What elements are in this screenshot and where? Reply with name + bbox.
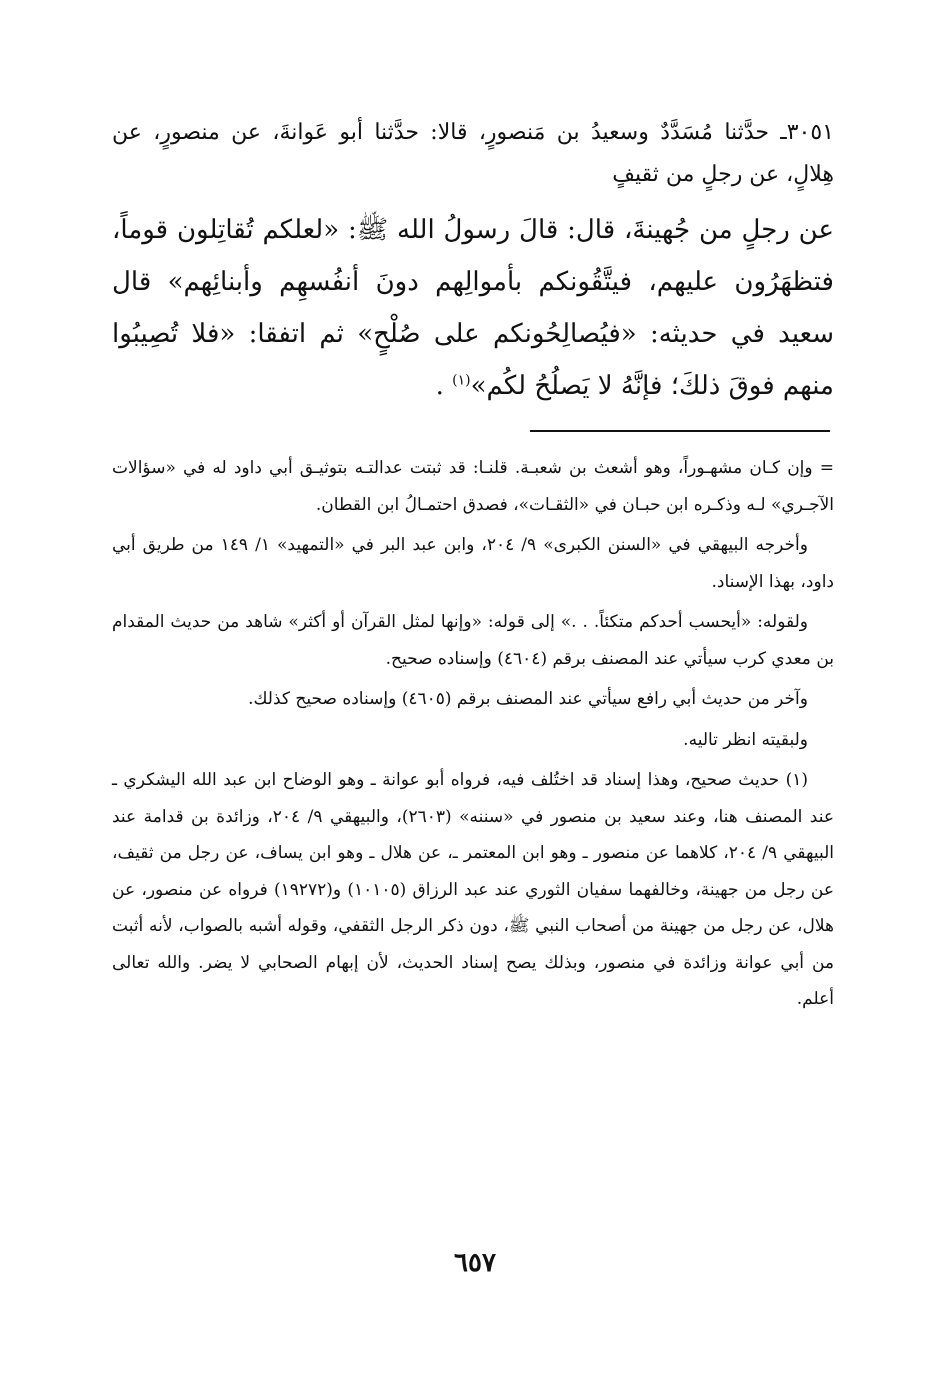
hadith-body	[112, 204, 834, 412]
footnote-paragraph: ولقوله: «أيحسب أحدكم متكئاً. . .» إلى قوله: «وإنها لمثل القرآن أو أكثر» شاهد من حديث المقدام بن معدي كرب سيأتي عند المصنف برقم (٤٦٠٤) وإسناده صحيح.	[112, 612, 834, 669]
hadith-end-mark: .	[435, 371, 444, 401]
footnote-paragraph: وأخرجه البيهقي في «السنن الكبرى» ٩/ ٢٠٤، وابن عبد البر في «التمهيد» ١/ ١٤٩ من طريق أبي داود، بهذا الإسناد.	[112, 535, 834, 592]
footnote-separator	[530, 430, 830, 432]
footnote-continuation: = وإن كـان مشهـوراً، وهو أشعث بن شعبـة. قلنـا: قد ثبتت عدالتـه بتوثيـق أبي داود له في «سؤالات الآجـري» لـه وذكـره ابن حبـان في «الثقـات»، فصدق احتمـالُ ابن القطان.	[112, 458, 834, 515]
footnote-one: (١) حديث صحيح، وهذا إسناد قد اختُلف فيه، فرواه أبو عوانة ـ وهو الوضاح ابن عبد الله اليشكري ـ عند المصنف هنا، وعند سعيد بن منصور في «سننه» (٢٦٠٣)، والبيهقي ٩/ ٢٠٤، وزائدة بن قدامة عند البيهقي ٩/ ٢٠٤، كلاهما عن منصور ـ وهو ابن المعتمر ـ، عن هلال ـ وهو ابن يساف، عن رجل من ثقيف، عن رجل من جهينة، وخالفهما سفيان الثوري عند عبد الرزاق (١٠١٠٥) و(١٩٢٧٢) فرواه عن منصور، عن هلال، عن رجل من جهينة من أصحاب النبي ﷺ، دون ذكر الرجل الثقفي، وقوله أشبه بالصواب، لأنه أثبت من أبي عوانة وزائدة في منصور، وبذلك يصح إسناد الحديث، لأن إبهام الصحابي لا يضر. والله تعالى أعلم.	[112, 770, 835, 1009]
hadith-matn: عن رجلٍ من جُهينةَ، قال: قالَ رسولُ الله ﷺ: «لعلكم تُقاتِلون قوماً، فتظهَرُون عليهم، فيتَّقُونكم بأموالِهم دونَ أنفُسهِم وأبنائِهم» قال سعيد في حديثه: «فيُصالِحُونكم على صُلْحٍ» ثم اتفقا: «فلا تُصِيبُوا منهم فوقَ ذلكَ؛ فإنَّهُ لا يَصلُحُ لكُم»	[112, 215, 834, 401]
hadith-chain: ٣٠٥١ـ حدَّثنا مُسَدَّدٌ وسعيدُ بن مَنصورٍ، قالا: حدَّثنا أبو عَوانةَ، عن منصورٍ، عن هِلالٍ، عن رجلٍ من ثقيفٍ	[112, 120, 834, 187]
footnote-paragraph: ولبقيته انظر تاليه.	[683, 729, 808, 750]
footnote-reference: (١)	[452, 372, 471, 389]
page-number: ٦٥٧	[454, 1248, 496, 1278]
hadith-text	[112, 112, 834, 412]
footnote-paragraph: وآخر من حديث أبي رافع سيأتي عند المصنف برقم (٤٦٠٥) وإسناده صحيح كذلك.	[248, 689, 808, 709]
footnotes	[112, 450, 834, 1022]
